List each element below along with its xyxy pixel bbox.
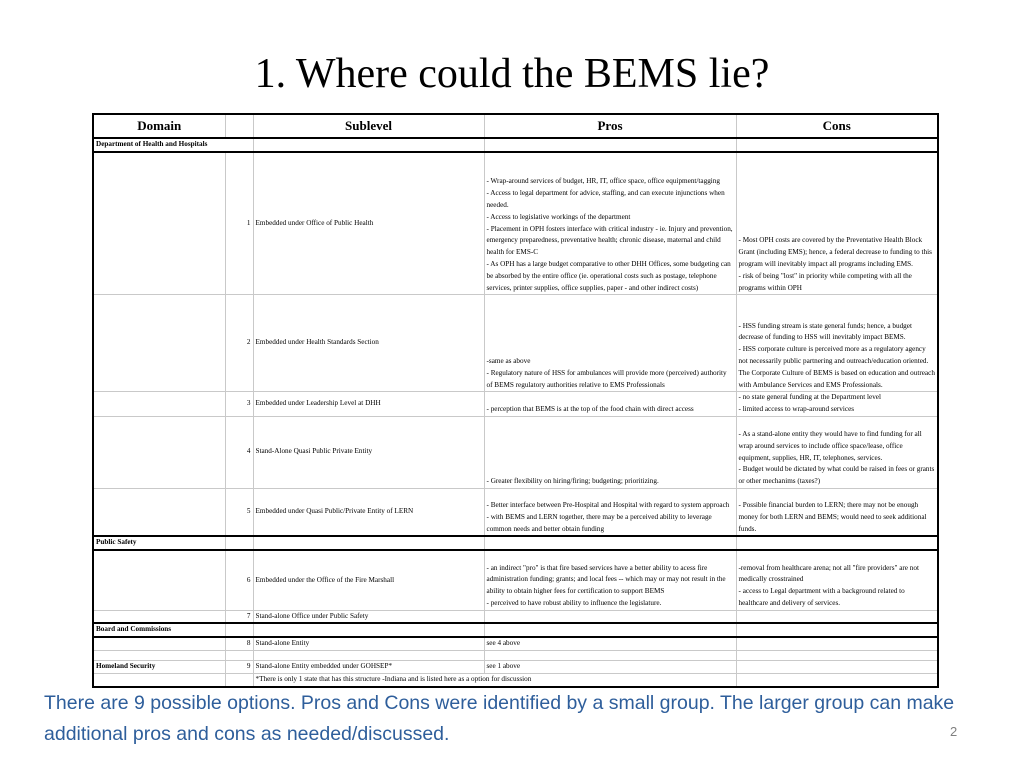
cons-cell [736, 661, 938, 674]
option-number: 4 [225, 416, 253, 488]
con-item: - As a stand-alone entity they would have to find funding for all wrap around services to include office space/lease, office equipment, supplies, HR, IT, telephones, services. [738, 429, 922, 462]
option-number: 9 [225, 661, 253, 674]
domain-cell [93, 295, 225, 392]
pro-item: - As OPH has a large budget comparative to other DHH Offices, some budgeting can be absorbed by the entire office (ie. operational costs such as postage, telephone services, printer supplies, office supplies, paper - and other indirect costs) [486, 259, 731, 292]
pro-item: - Greater flexibility on hiring/firing; budgeting; prioritizing. [486, 477, 659, 486]
sublevel-cell: Stand-alone Office under Public Safety [253, 610, 484, 623]
section-label: Department of Health and Hospitals [93, 138, 253, 152]
con-item: - HSS funding stream is state general funds; hence, a budget decrease of funding to HSS will inevitably impact BEMS. [738, 321, 912, 342]
section-label: Public Safety [93, 536, 225, 550]
options-table [92, 113, 939, 688]
header-cons: Cons [736, 114, 938, 138]
domain-cell [93, 392, 225, 417]
options-table-container [92, 113, 937, 688]
header-pros: Pros [484, 114, 736, 138]
pro-item: - perception that BEMS is at the top of the food chain with direct access [486, 405, 694, 414]
pros-cell [484, 661, 736, 674]
table-row [93, 488, 938, 536]
cons-cell [736, 637, 938, 650]
table-row [93, 550, 938, 610]
domain-cell [93, 488, 225, 536]
con-item: - Budget would be dictated by what could be raised in fees or grants or other mechanims (taxes?) [738, 465, 935, 486]
footnote: *There is only 1 state that has this structure -Indiana and is listed here as a option for discussion [253, 673, 736, 686]
header-domain: Domain [93, 114, 225, 138]
cons-cell [736, 550, 938, 610]
table-row [93, 392, 938, 417]
table-header-row [93, 114, 938, 138]
pros-cell [484, 416, 736, 488]
con-item: - limited access to wrap-around services [738, 405, 855, 414]
pros-cell [484, 392, 736, 417]
sublevel-cell: Embedded under Health Standards Section [253, 295, 484, 392]
option-number: 5 [225, 488, 253, 536]
con-item: - risk of being "lost" in priority while competing with all the programs within OPH [738, 271, 912, 292]
pro-item: - Better interface between Pre-Hospital and Hospital with regard to system approach [486, 501, 730, 509]
pros-cell [484, 637, 736, 650]
domain-cell [93, 610, 225, 623]
table-row [93, 661, 938, 674]
pro-item: see 1 above [486, 662, 521, 671]
pros-cell [484, 295, 736, 392]
option-number: 6 [225, 550, 253, 610]
pros-cell [484, 488, 736, 536]
con-item: - Most OPH costs are covered by the Preventative Health Block Grant (including EMS); hence, a federal decrease to funding to this program will inevitably impact all programs including EMS. [738, 236, 932, 268]
pro-item: - an indirect "pro" is that fire based services have a better ability to acess fire administration funding; grants; and local fees -- which may or may not result in the ability to obtain higher fees for certification to support BEMS [486, 563, 726, 596]
con-item: - Possible financial burden to LERN; there may not be enough money for both LERN and BEMS; would need to seek additional funds. [738, 501, 927, 533]
sublevel-cell: Stand-Alone Quasi Public Private Entity [253, 416, 484, 488]
domain-cell [93, 637, 225, 650]
option-number: 8 [225, 637, 253, 650]
cons-cell [736, 610, 938, 623]
pro-item: - Wrap-around services of budget, HR, IT, office space, office equipment/tagging [486, 177, 720, 186]
domain-cell [93, 416, 225, 488]
pro-item: - Access to legislative workings of the department [486, 212, 631, 221]
slide-caption: There are 9 possible options. Pros and Cons were identified by a small group. The larger group can make additional pros and cons as needed/discussed. [44, 692, 955, 745]
header-sublevel: Sublevel [253, 114, 484, 138]
domain-cell [93, 550, 225, 610]
section-row-dhh [93, 138, 938, 152]
table-row [93, 416, 938, 488]
sublevel-cell: Stand-alone Entity embedded under GOHSEP* [253, 661, 484, 674]
domain-cell [93, 152, 225, 295]
pro-item: - with BEMS and LERN together, there may be a perceived ability to leverage common needs and better obtain funding [486, 512, 712, 533]
cons-cell [736, 392, 938, 417]
spacer-row [93, 651, 938, 661]
pro-item: - perceived to have robust ability to influence the legislature. [486, 598, 662, 607]
sublevel-cell: Embedded under the Office of the Fire Marshall [253, 550, 484, 610]
section-row-boards [93, 623, 938, 637]
option-number: 3 [225, 392, 253, 417]
pro-item: see 4 above [486, 639, 521, 648]
sublevel-cell: Embedded under Office of Public Health [253, 152, 484, 295]
pros-cell [484, 550, 736, 610]
pros-cell [484, 152, 736, 295]
cons-cell [736, 416, 938, 488]
cons-cell [736, 295, 938, 392]
option-number: 2 [225, 295, 253, 392]
sublevel-cell: Embedded under Quasi Public/Private Entity of LERN [253, 488, 484, 536]
cons-cell [736, 488, 938, 536]
table-row [93, 152, 938, 295]
header-number [225, 114, 253, 138]
con-item: - access to Legal department with a background related to healthcare and delivery of services. [738, 587, 905, 607]
con-item: - no state general funding at the Department level [738, 393, 881, 402]
section-label: Board and Commissions [93, 623, 225, 637]
pro-item: - Regulatory nature of HSS for ambulances will provide more (perceived) authority of BEMS regulatory authorities relative to EMS Professionals [486, 368, 727, 389]
cons-cell [736, 152, 938, 295]
sublevel-cell: Embedded under Leadership Level at DHH [253, 392, 484, 417]
pro-item: -same as above [486, 356, 531, 365]
option-number: 1 [225, 152, 253, 295]
pro-item: - Access to legal department for advice, staffing, and can execute injunctions when needed. [486, 189, 725, 209]
table-row [93, 610, 938, 623]
pros-cell [484, 610, 736, 623]
con-item: - HSS corporate culture is perceived more as a regulatory agency not necessarily public partnering and outreach/education oriented. The Corporate Culture of BEMS is based on education and outreach with Ambulance Services and EMS Professionals. [738, 345, 935, 389]
section-row-public-safety [93, 536, 938, 550]
option-number: 7 [225, 610, 253, 623]
slide-title: 1. Where could the BEMS lie? [254, 51, 770, 97]
table-row [93, 637, 938, 650]
footnote-row [93, 673, 938, 686]
page-number: 2 [950, 724, 958, 739]
domain-cell: Homeland Security [93, 661, 225, 674]
con-item: -removal from healthcare arena; not all "fire providers" are not medically crosstrained [738, 563, 919, 584]
sublevel-cell: Stand-alone Entity [253, 637, 484, 650]
table-row [93, 295, 938, 392]
pro-item: - Placement in OPH fosters interface with critical industry - ie. Injury and prevention, emergency preparedness, preventative health; chronic disease, maternal and child health for EMS-C [486, 224, 733, 257]
